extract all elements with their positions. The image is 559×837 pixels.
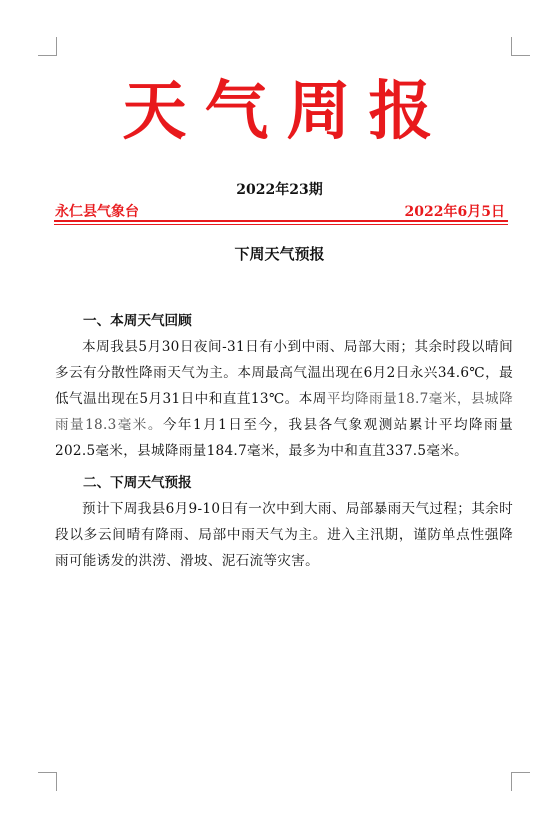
masthead-title: 天气周报 (122, 74, 451, 149)
document-body (55, 308, 513, 574)
review-text-3: 今年1月1日至今，我县各气象观测站累计平均降雨量202.5毫米，县城降雨量184.7毫米，最多为中和直苴337.5毫米。 (55, 417, 514, 459)
crop-mark-top-left (38, 37, 57, 56)
review-text-1: 本周我县5月30日夜间-31日有小到中雨、局部大雨；其余时段以晴间多云有分散性降雨天气为主。本周最高气温出现在6月2日永兴34.6℃，最低气温出现在5月31日中和直苴13℃。本周 (55, 339, 513, 407)
issuer-name: 永仁县气象台 (55, 204, 139, 220)
section-heading-review: 一、本周天气回顾 (83, 313, 192, 329)
header-rule-thick (54, 220, 508, 222)
section-heading-forecast: 二、下周天气预报 (83, 475, 192, 491)
publish-date: 2022年6月5日 (404, 204, 505, 220)
crop-mark-bottom-left (38, 772, 57, 791)
crop-mark-top-right (511, 37, 530, 56)
section-paragraph-forecast: 预计下周我县6月9-10日有一次中到大雨、局部暴雨天气过程；其余时段以多云间晴有降雨、局部中雨天气为主。进入主汛期，谨防单点性强降雨可能诱发的洪涝、滑坡、泥石流等灾害。 (55, 501, 513, 569)
document-title: 下周天气预报 (234, 245, 325, 263)
review-text-2: 平均降雨量18.7毫米，县城降雨量18.3毫米。 (55, 391, 513, 433)
header-meta-row (55, 201, 507, 219)
issue-number: 2022年23期 (236, 182, 323, 198)
section-paragraph-review (55, 334, 513, 464)
crop-mark-bottom-right (511, 772, 530, 791)
header-rule-thin (54, 224, 508, 225)
